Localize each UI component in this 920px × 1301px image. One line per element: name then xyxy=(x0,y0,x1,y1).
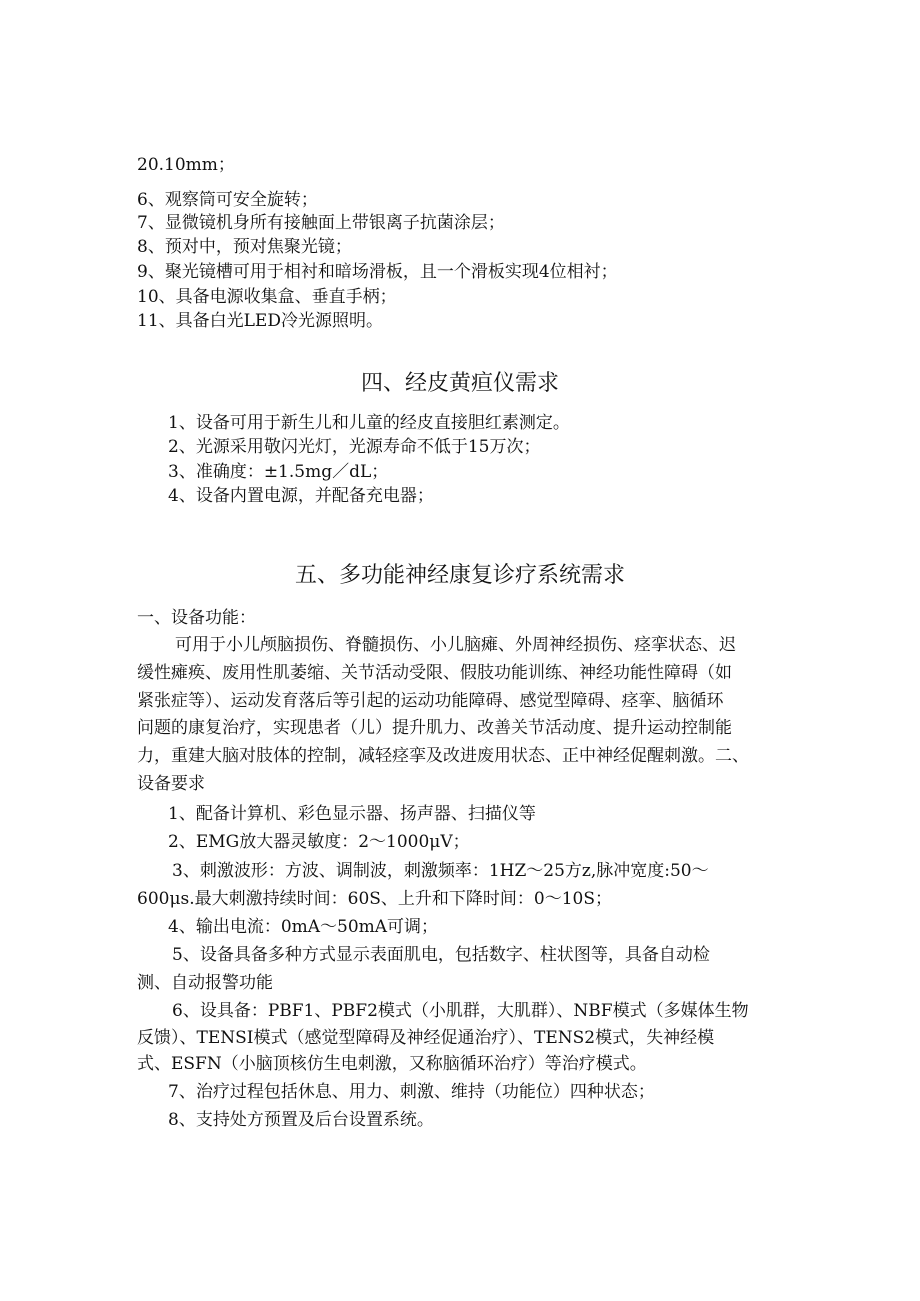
section-5-line: 4、输出电流：0mA～50mA可调； xyxy=(168,917,439,937)
section-5-line: 3、刺激波形：方波、调制波，刺激频率：1HZ～25方z,脉冲宽度:50～ xyxy=(172,861,709,881)
section-5-line: 7、治疗过程包括休息、用力、刺激、维持（功能位）四种状态； xyxy=(168,1082,655,1102)
section-5-line: 力，重建大脑对肢体的控制，减轻痉挛及改进废用状态、正中神经促醒刺激。二、 xyxy=(137,746,749,766)
section-5-line: 6、设具备：PBF1、PBF2模式（小肌群，大肌群）、NBF模式（多媒体生物 xyxy=(172,1001,749,1021)
section-4-item: 3、准确度：±1.5mg／dL； xyxy=(168,462,389,482)
list-item: 7、显微镜机身所有接触面上带银离子抗菌涂层； xyxy=(137,213,505,233)
section-5-line: 问题的康复治疗，实现患者（儿）提升肌力、改善关节活动度、提升运动控制能 xyxy=(137,718,732,738)
section-5-line: 紧张症等）、运动发育落后等引起的运动功能障碍、感觉型障碍、痉挛、脑循环 xyxy=(137,691,724,711)
section-5-line: 一、设备功能： xyxy=(137,608,256,628)
section-4-item: 1、设备可用于新生儿和儿童的经皮直接胆红素测定。 xyxy=(168,413,570,433)
list-item: 10、具备电源收集盒、垂直手柄； xyxy=(137,287,397,307)
list-item: 8、预对中，预对焦聚光镜； xyxy=(137,237,352,257)
section-5-line: 可用于小儿颅脑损伤、脊髓损伤、小儿脑瘫、外周神经损伤、痉挛状态、迟 xyxy=(175,635,736,655)
section-5-line: 设备要求 xyxy=(137,774,205,794)
list-item: 20.10mm； xyxy=(137,155,235,175)
section-5-title: 五、多功能神经康复诊疗系统需求 xyxy=(294,563,625,588)
section-5-line: 600μs.最大刺激持续时间：60S、上升和下降时间：0～10S； xyxy=(137,889,612,909)
section-5-line: 8、支持处方预置及后台设置系统。 xyxy=(168,1110,434,1130)
list-item: 6、观察筒可安全旋转； xyxy=(137,190,318,210)
section-5-line: 测、自动报警功能 xyxy=(137,973,273,993)
section-4-title: 四、经皮黄疸仪需求 xyxy=(360,371,559,396)
section-5-line: 2、EMG放大器灵敏度：2～1000μV； xyxy=(168,832,470,852)
list-item: 9、聚光镜槽可用于相衬和暗场滑板，且一个滑板实现4位相衬； xyxy=(137,262,618,282)
section-5-line: 缓性瘫痪、废用性肌萎缩、关节活动受限、假肢功能训练、神经功能性障碍（如 xyxy=(137,663,732,683)
section-5-line: 1、配备计算机、彩色显示器、扬声器、扫描仪等 xyxy=(168,804,536,824)
section-5-line: 5、设备具备多种方式显示表面肌电，包括数字、柱状图等，具备自动检 xyxy=(172,945,710,965)
section-5-line: 反馈）、TENSI模式（感觉型障碍及神经促通治疗）、TENS2模式，失神经模 xyxy=(137,1028,715,1048)
section-4-item: 4、设备内置电源，并配备充电器； xyxy=(168,486,434,506)
section-5-line: 式、ESFN（小脑顶核仿生电刺激，又称脑循环治疗）等治疗模式。 xyxy=(137,1054,647,1074)
list-item: 11、具备白光LED冷光源照明。 xyxy=(137,311,383,331)
section-4-item: 2、光源采用敬闪光灯，光源寿命不低于15万次； xyxy=(168,437,541,457)
